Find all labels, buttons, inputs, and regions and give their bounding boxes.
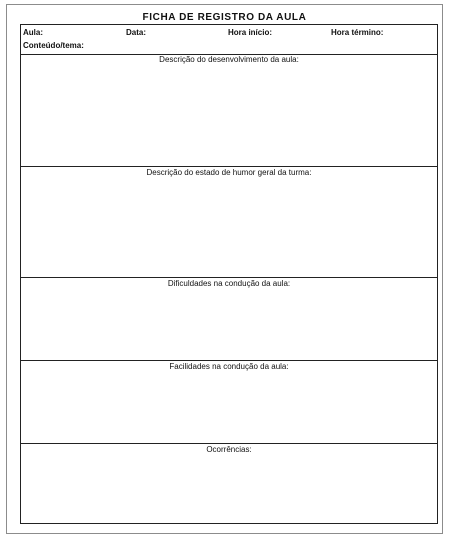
section-ocorrencias xyxy=(21,444,437,523)
section-facilidades xyxy=(21,361,437,444)
form-header xyxy=(21,25,437,55)
section-desenvolvimento-label: Descrição do desenvolvimento da aula: xyxy=(159,55,299,64)
aula-label: Aula: xyxy=(23,28,43,37)
hora-inicio-label: Hora início: xyxy=(228,28,273,37)
section-humor-turma-label: Descrição do estado de humor geral da turma: xyxy=(146,168,312,177)
data-label: Data: xyxy=(126,28,147,37)
form-title: FICHA DE REGISTRO DA AULA xyxy=(142,12,307,23)
section-facilidades-label: Facilidades na condução da aula: xyxy=(169,362,289,371)
section-desenvolvimento xyxy=(21,54,437,167)
form-page xyxy=(6,4,443,534)
section-dificuldades xyxy=(21,278,437,361)
lesson-record-form xyxy=(20,24,438,524)
hora-termino-label: Hora término: xyxy=(331,28,384,37)
section-dificuldades-label: Dificuldades na condução da aula: xyxy=(167,279,291,288)
conteudo-tema-label: Conteúdo/tema: xyxy=(23,41,84,50)
section-humor-turma xyxy=(21,167,437,278)
section-ocorrencias-label: Ocorrências: xyxy=(206,445,252,454)
